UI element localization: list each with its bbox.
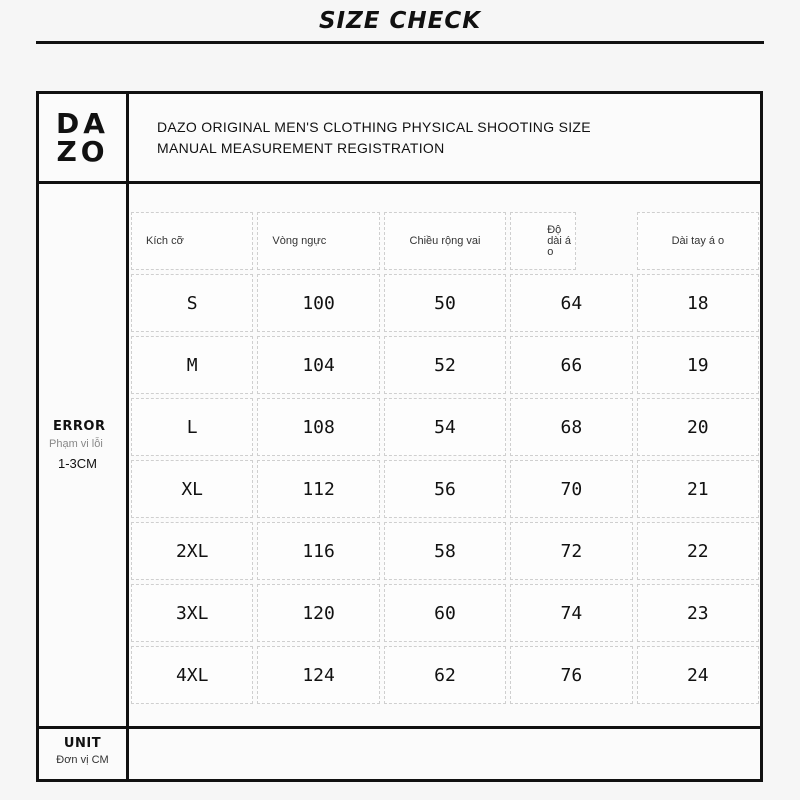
unit-subtitle: Đơn vị CM [56, 754, 109, 766]
table-cell: 18 [637, 274, 759, 332]
table-cell: 104 [257, 336, 379, 394]
table-cell: 50 [384, 274, 506, 332]
table-cell: 22 [637, 522, 759, 580]
table-header-length: Độ dài á o [510, 212, 576, 270]
error-range: 1-3CM [58, 456, 98, 471]
brand-logo [39, 94, 126, 181]
table-cell: 58 [384, 522, 506, 580]
error-title: ERROR [53, 419, 106, 434]
error-subtitle: Phạm vi lỗi [49, 438, 103, 450]
table-cell: 120 [257, 584, 379, 642]
logo-line-2: ZO [56, 134, 109, 168]
table-cell: 2XL [131, 522, 253, 580]
table-cell: 23 [637, 584, 759, 642]
table-cell: 62 [384, 646, 506, 704]
logo-line-1: DA [56, 106, 109, 140]
table-cell: 21 [637, 460, 759, 518]
table-cell: 52 [384, 336, 506, 394]
table-cell: 60 [384, 584, 506, 642]
description-line-1: DAZO ORIGINAL MEN'S CLOTHING PHYSICAL SHOOTING SIZE [157, 119, 591, 135]
table-header-size: Kích cỡ [131, 212, 253, 270]
table-cell: 116 [257, 522, 379, 580]
unit-title: UNIT [63, 736, 102, 751]
size-chart-frame [36, 91, 763, 782]
table-cell: 19 [637, 336, 759, 394]
page-title: SIZE CHECK [318, 8, 482, 34]
description-line-2: MANUAL MEASUREMENT REGISTRATION [157, 140, 445, 156]
unit-divider [39, 726, 760, 729]
table-header-shoulder: Chiều rộng vai [384, 212, 506, 270]
table-cell: 66 [510, 336, 632, 394]
error-margin [39, 419, 126, 471]
table-cell: S [131, 274, 253, 332]
header-divider [39, 181, 760, 184]
table-header-sleeve: Dài tay á o [637, 212, 759, 270]
table-cell: 112 [257, 460, 379, 518]
table-cell: 54 [384, 398, 506, 456]
table-cell: XL [131, 460, 253, 518]
table-cell: 56 [384, 460, 506, 518]
table-cell: 3XL [131, 584, 253, 642]
unit-note [39, 736, 126, 766]
table-cell: 24 [637, 646, 759, 704]
table-cell: 64 [510, 274, 632, 332]
table-cell: 68 [510, 398, 632, 456]
table-cell: 100 [257, 274, 379, 332]
table-cell: 20 [637, 398, 759, 456]
chart-description [157, 117, 591, 159]
table-cell: 74 [510, 584, 632, 642]
table-cell: 76 [510, 646, 632, 704]
table-cell: 70 [510, 460, 632, 518]
title-underline [36, 41, 764, 44]
table-cell: 4XL [131, 646, 253, 704]
table-cell: 124 [257, 646, 379, 704]
table-cell: L [131, 398, 253, 456]
table-cell: 108 [257, 398, 379, 456]
table-header-chest: Vòng ngực [257, 212, 379, 270]
size-table [129, 210, 761, 706]
table-cell: 72 [510, 522, 632, 580]
table-cell: M [131, 336, 253, 394]
